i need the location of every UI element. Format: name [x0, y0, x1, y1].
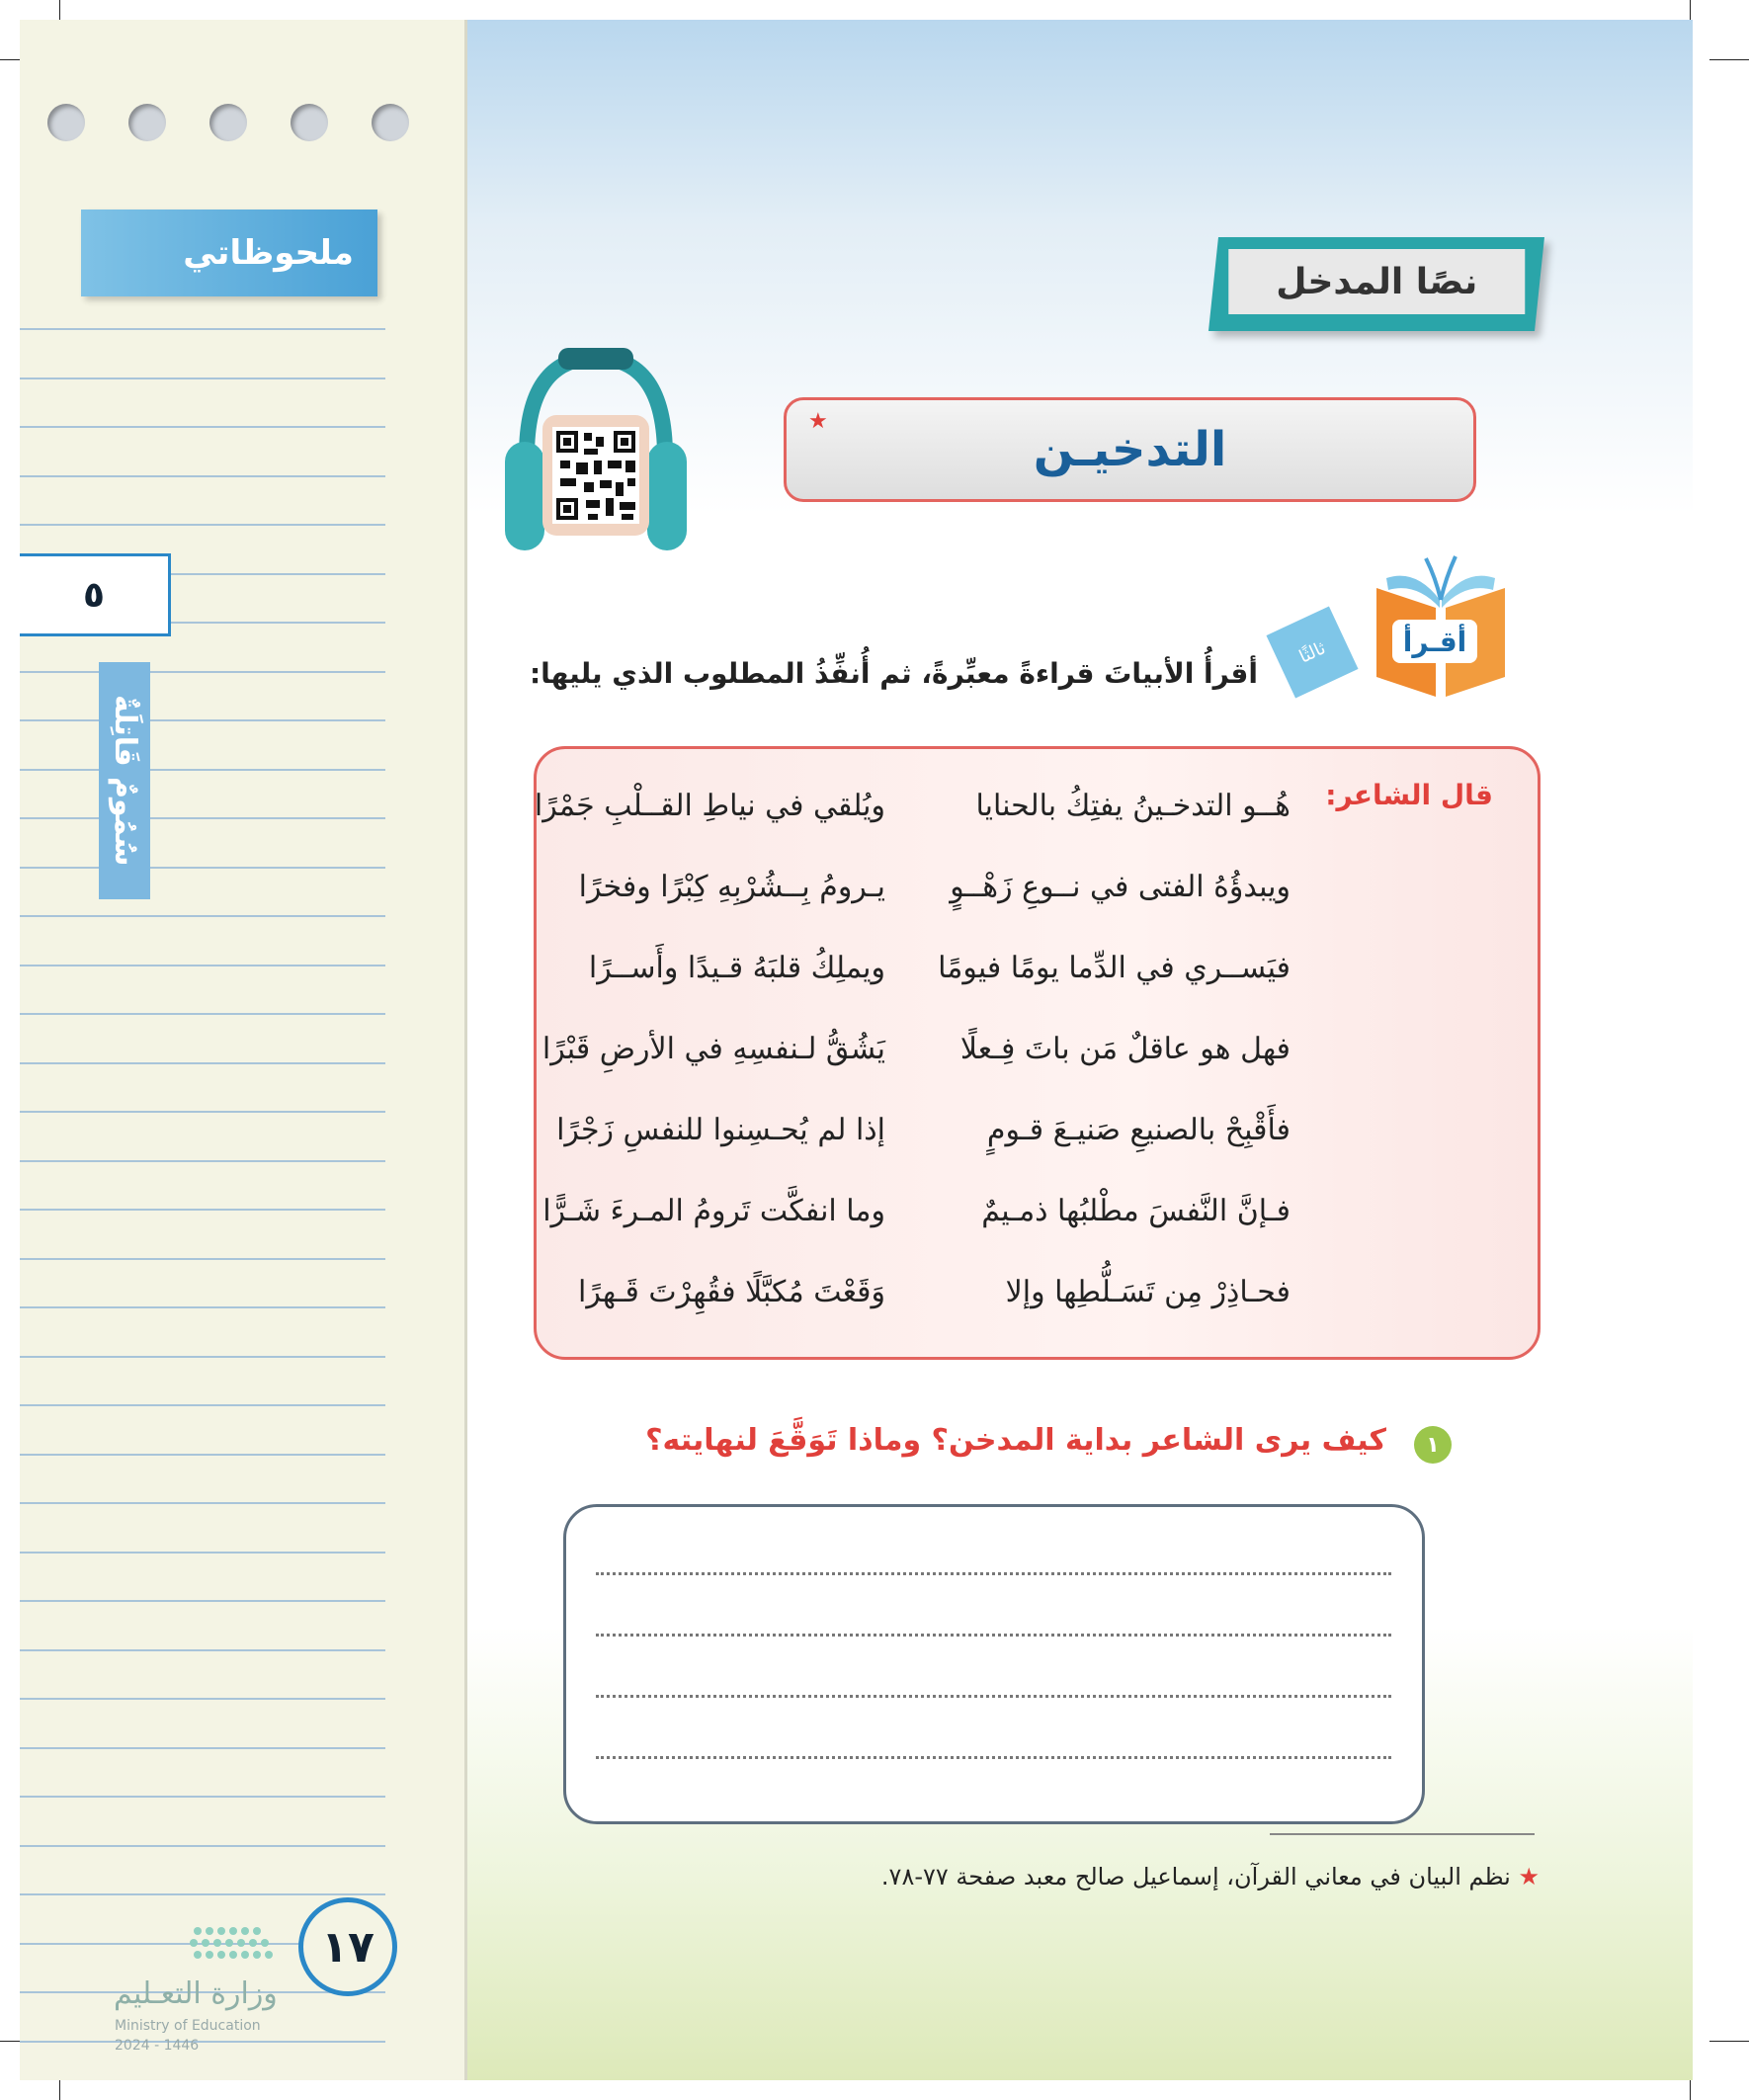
footnote-star: ★: [1518, 1863, 1540, 1890]
poem-box: [534, 746, 1541, 1360]
unit-title: سُمُومٌ قَاتِلَةٌ: [99, 662, 150, 899]
footnote-divider: [1270, 1833, 1535, 1835]
note-line: [20, 915, 385, 917]
question-text: كيف يرى الشاعر بداية المدخن؟ وماذا تَوَقَّعَ لنهايته؟: [645, 1423, 1386, 1458]
note-line: [20, 1160, 385, 1162]
crop-mark: [1709, 59, 1749, 60]
crop-mark: [1709, 2041, 1749, 2042]
note-line: [20, 1698, 385, 1700]
verse-first-hemistich: فهل هو عاقلٌ مَن باتَ فِـعلًا: [959, 1032, 1291, 1066]
note-line: [20, 426, 385, 428]
verse-second-hemistich: ويُلقي في نياطِ القــلْبِ جَمْرًا: [534, 789, 885, 823]
note-line: [20, 671, 385, 673]
binder-hole: [209, 104, 247, 141]
note-line: [20, 1552, 385, 1554]
main-content: [467, 20, 1693, 2080]
note-line: [20, 378, 385, 379]
verse-first-hemistich: فـإنَّ النَّفسَ مطْلبُها ذمـيمٌ: [981, 1194, 1291, 1228]
note-line: [20, 1649, 385, 1651]
binder-hole: [47, 104, 85, 141]
notes-title: ملحوظاتي: [81, 210, 377, 296]
section-tab-label: نصًا المدخل: [1228, 249, 1525, 314]
footnote-star: ★: [808, 409, 828, 434]
note-line: [20, 1404, 385, 1406]
unit-number: ٥: [20, 553, 171, 636]
binder-hole: [372, 104, 409, 141]
verse-second-hemistich: إذا لم يُحـسِنوا للنفسِ زَجْرًا: [556, 1113, 885, 1147]
note-line: [20, 2041, 385, 2043]
verse-second-hemistich: يَشُقُّ لـنفسِهِ في الأرضِ قَبْرًا: [541, 1032, 885, 1066]
poet-label: قال الشاعر:: [1325, 779, 1493, 811]
verse-first-hemistich: فحـاذِرْ مِن تَسَـلُّطِها وإلا: [1005, 1275, 1291, 1309]
note-line: [20, 1111, 385, 1113]
note-line: [20, 1796, 385, 1798]
question-number: ١: [1414, 1426, 1452, 1464]
verse-second-hemistich: وَقَعْتَ مُكبَّلًا فقُهِرْتَ قَـهرًا: [578, 1275, 885, 1309]
answer-line[interactable]: [596, 1572, 1391, 1575]
answer-box[interactable]: [563, 1504, 1425, 1824]
third-badge: [1266, 606, 1358, 698]
note-line: [20, 328, 385, 330]
note-line: [20, 867, 385, 869]
answer-line[interactable]: [596, 1695, 1391, 1698]
note-line: [20, 1747, 385, 1749]
ministry-name-en: Ministry of Education: [115, 2018, 261, 2034]
verse-second-hemistich: وما انفكَّت تَرومُ المـرءَ شَـرًّا: [542, 1194, 885, 1228]
note-line: [20, 719, 385, 721]
reading-instruction: أقرأُ الأبياتَ قراءةً معبِّرةً، ثم أُنفِّذُ المطلوب الذي يليها:: [529, 657, 1258, 690]
notes-column: [20, 20, 467, 2080]
note-line: [20, 769, 385, 771]
verse-second-hemistich: يـرومُ بِــشُرْبِهِ كِبْرًا وفخرًا: [578, 870, 885, 904]
verse-first-hemistich: فأَقْبِحْ بالصنيعِ صَنيـعَ قـومٍ: [986, 1113, 1291, 1147]
page-number: ١٧: [298, 1897, 397, 1996]
verse-first-hemistich: فيَســري في الدِّما يومًا فيومًا: [938, 951, 1291, 985]
note-line: [20, 1356, 385, 1358]
verse-first-hemistich: هُــو التدخـينُ يفتِكُ بالحنايا: [975, 789, 1291, 823]
note-line: [20, 1062, 385, 1064]
answer-line[interactable]: [596, 1756, 1391, 1759]
footnote: [566, 1863, 1540, 1890]
note-line: [20, 965, 385, 966]
read-badge-label: أقـرأ: [1392, 620, 1477, 663]
note-line: [20, 1258, 385, 1260]
note-line: [20, 524, 385, 526]
note-line: [20, 817, 385, 819]
note-line: [20, 1600, 385, 1602]
verse-second-hemistich: ويملِكُ قلبَهُ قـيدًا وأَســرًا: [588, 951, 885, 985]
note-line: [20, 1306, 385, 1308]
ministry-name-ar: وزارة التعـليم: [114, 1976, 278, 2011]
note-line: [20, 1502, 385, 1504]
lesson-title: التدخيـن: [784, 397, 1476, 502]
note-line: [20, 1013, 385, 1015]
binder-hole: [128, 104, 166, 141]
note-line: [20, 1893, 385, 1895]
note-line: [20, 1845, 385, 1847]
binder-hole: [291, 104, 328, 141]
note-line: [20, 1209, 385, 1211]
verse-first-hemistich: ويبدؤُهُ الفتى في نــوعِ زَهْــوٍ: [950, 870, 1291, 904]
note-line: [20, 1454, 385, 1456]
third-badge-label: ثالثًا: [1295, 636, 1329, 668]
ministry-year: 2024 - 1446: [115, 2038, 200, 2054]
audio-qr-icon[interactable]: [497, 338, 695, 565]
answer-line[interactable]: [596, 1634, 1391, 1637]
section-tab: [1208, 237, 1544, 331]
footnote-text: نظم البيان في معاني القرآن، إسماعيل صالح معبد صفحة ٧٧-٧٨.: [880, 1863, 1511, 1890]
note-line: [20, 475, 385, 477]
